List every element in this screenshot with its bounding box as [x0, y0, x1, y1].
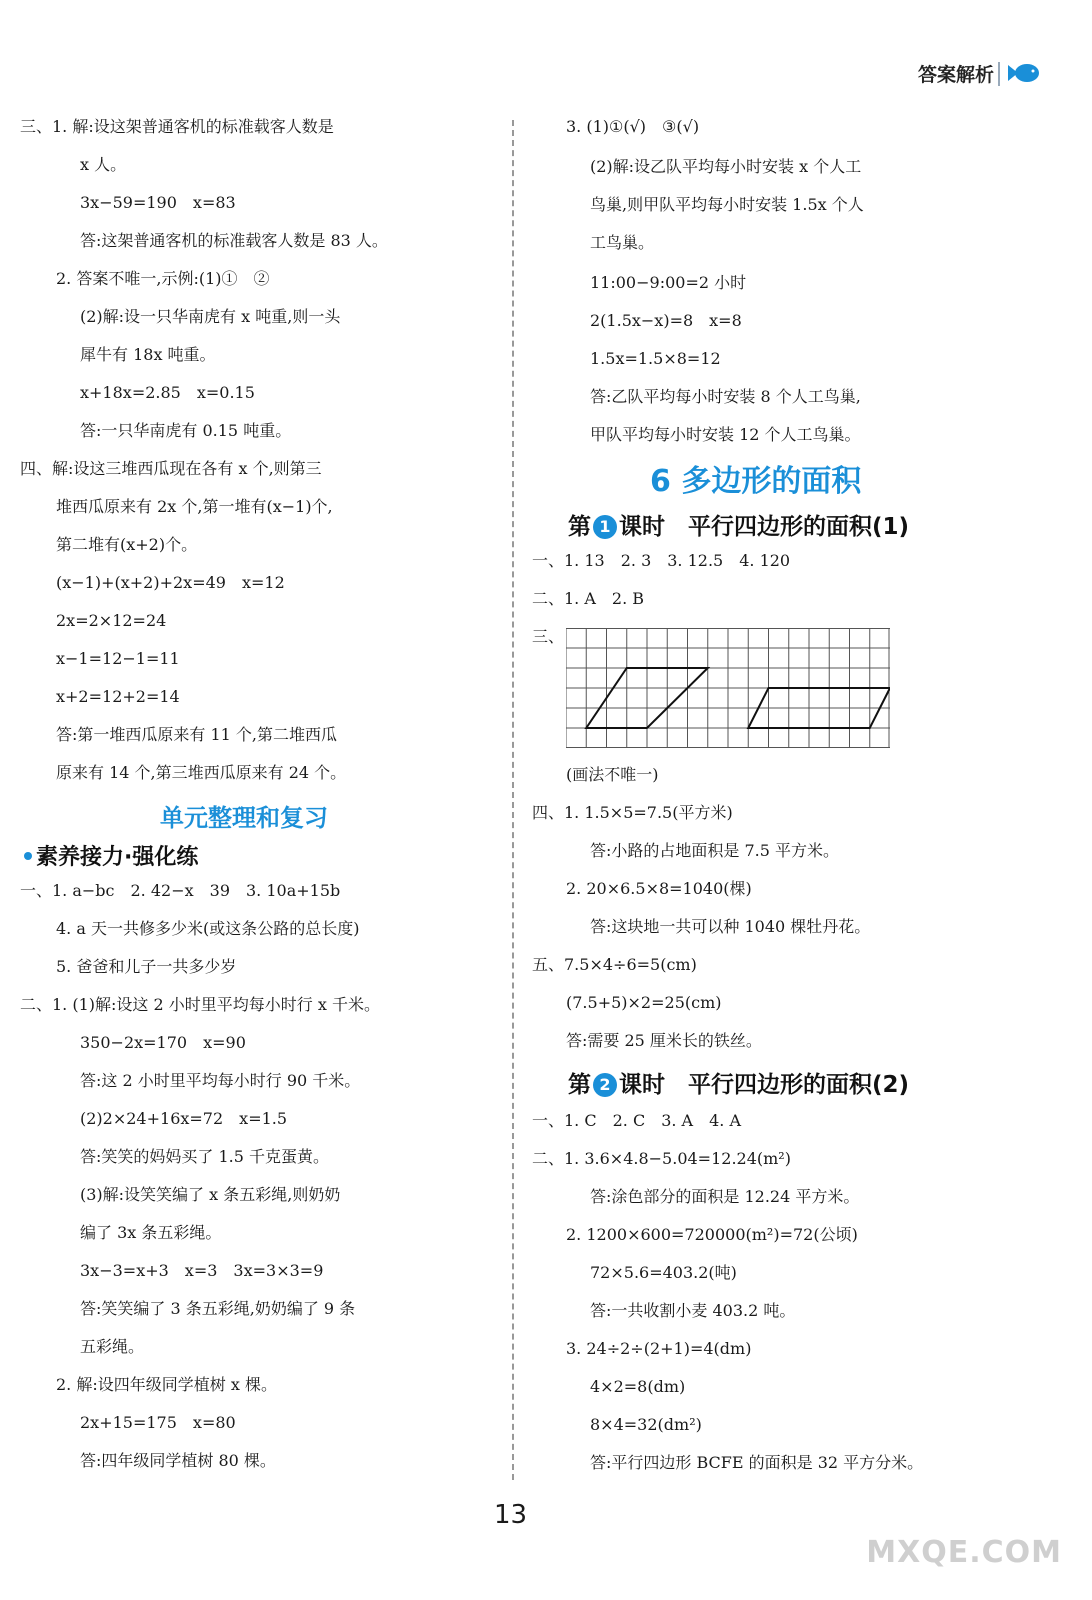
- answer-line: (2)解:设乙队平均每小时安装 x 个人工: [590, 157, 862, 176]
- answer-line: 五、7.5×4÷6=5(cm): [532, 955, 697, 974]
- practice-title: [24, 840, 198, 871]
- answer-line: 工鸟巢。: [590, 233, 655, 252]
- answer-line: 犀牛有 18x 吨重。: [80, 345, 216, 364]
- answer-line: x 人。: [80, 155, 127, 174]
- answer-line: 4×2=8(dm): [590, 1377, 686, 1396]
- answer-line: 答:这块地一共可以种 1040 棵牡丹花。: [590, 917, 871, 936]
- answer-line: 五彩绳。: [80, 1337, 145, 1356]
- answer-line: 2(1.5x−x)=8 x=8: [590, 311, 742, 330]
- answer-line: 答:需要 25 厘米长的铁丝。: [566, 1031, 762, 1050]
- answer-line: 原来有 14 个,第三堆西瓜原来有 24 个。: [56, 763, 347, 782]
- bullet-dot-icon: [24, 852, 32, 860]
- answer-line: (3)解:设笑笑编了 x 条五彩绳,则奶奶: [80, 1185, 341, 1204]
- lesson-number-badge: 1: [593, 515, 617, 539]
- answer-line: 编了 3x 条五彩绳。: [80, 1223, 222, 1242]
- practice-title-text: 素养接力·强化练: [36, 845, 199, 870]
- answer-line: 2. 1200×600=720000(m²)=72(公顷): [566, 1225, 858, 1244]
- answer-line: 三、: [532, 627, 565, 646]
- chapter-title: 6 多边形的面积: [650, 464, 862, 499]
- grid-note: (画法不唯一): [566, 765, 659, 784]
- answer-line: 堆西瓜原来有 2x 个,第一堆有(x−1)个,: [56, 497, 333, 516]
- answer-line: 3. 24÷2÷(2+1)=4(dm): [566, 1339, 752, 1358]
- answer-line: 一、1. 13 2. 3 3. 12.5 4. 120: [532, 551, 791, 570]
- answer-line: 答:四年级同学植树 80 棵。: [80, 1451, 276, 1470]
- answer-line: 三、1. 解:设这架普通客机的标准载客人数是: [20, 117, 334, 136]
- parallelogram-grid-figure: [566, 628, 890, 748]
- answer-line: 8×4=32(dm²): [590, 1415, 702, 1434]
- answer-line: 4. a 天一共修多少米(或这条公路的总长度): [56, 919, 360, 938]
- lesson-1-title: [568, 508, 909, 541]
- answer-line: 72×5.6=403.2(吨): [590, 1263, 737, 1282]
- answer-line: 3x−3=x+3 x=3 3x=3×3=9: [80, 1261, 324, 1280]
- answer-line: 答:小路的占地面积是 7.5 平方米。: [590, 841, 840, 860]
- answer-line: 一、1. a−bc 2. 42−x 39 3. 10a+15b: [20, 881, 341, 900]
- fish-logo-icon: [1006, 62, 1040, 84]
- answer-line: x+18x=2.85 x=0.15: [80, 383, 255, 402]
- answer-line: 鸟巢,则甲队平均每小时安装 1.5x 个人: [590, 195, 864, 214]
- answer-line: 1.5x=1.5×8=12: [590, 349, 721, 368]
- answer-line: 答:一只华南虎有 0.15 吨重。: [80, 421, 292, 440]
- answer-line: 3x−59=190 x=83: [80, 193, 236, 212]
- answer-line: (2)解:设一只华南虎有 x 吨重,则一头: [80, 307, 341, 326]
- lesson-prefix: 第: [568, 514, 591, 540]
- answer-line: 二、1. A 2. B: [532, 589, 645, 608]
- answer-line: 四、解:设这三堆西瓜现在各有 x 个,则第三: [20, 459, 322, 478]
- header-divider: [998, 62, 1000, 86]
- answer-line: 2. 解:设四年级同学植树 x 棵。: [56, 1375, 277, 1394]
- answer-line: 2x+15=175 x=80: [80, 1413, 236, 1432]
- lesson-2-title: [568, 1066, 909, 1099]
- answer-line: 2x=2×12=24: [56, 611, 167, 630]
- answer-line: 3. (1)①(√) ③(√): [566, 117, 700, 136]
- answer-line: 答:这架普通客机的标准载客人数是 83 人。: [80, 231, 388, 250]
- lesson-title-text: 课时 平行四边形的面积(2): [619, 1072, 910, 1098]
- answer-line: 答:一共收割小麦 403.2 吨。: [590, 1301, 796, 1320]
- answer-line: (2)2×24+16x=72 x=1.5: [80, 1109, 288, 1128]
- answer-line: 答:第一堆西瓜原来有 11 个,第二堆西瓜: [56, 725, 338, 744]
- answer-line: 答:笑笑的妈妈买了 1.5 千克蛋黄。: [80, 1147, 330, 1166]
- answer-line: 一、1. C 2. C 3. A 4. A: [532, 1111, 742, 1130]
- answer-line: 2. 20×6.5×8=1040(棵): [566, 879, 752, 898]
- answer-line: 350−2x=170 x=90: [80, 1033, 246, 1052]
- lesson-title-text: 课时 平行四边形的面积(1): [619, 514, 910, 540]
- answer-line: x−1=12−1=11: [56, 649, 180, 668]
- answer-line: 5. 爸爸和儿子一共多少岁: [56, 957, 237, 976]
- answer-line: 二、1. (1)解:设这 2 小时里平均每小时行 x 千米。: [20, 995, 380, 1014]
- unit-review-title: 单元整理和复习: [160, 804, 328, 832]
- answer-line: 第二堆有(x+2)个。: [56, 535, 198, 554]
- page-number: 13: [494, 1500, 528, 1530]
- answer-line: 答:笑笑编了 3 条五彩绳,奶奶编了 9 条: [80, 1299, 356, 1318]
- answer-line: (x−1)+(x+2)+2x=49 x=12: [56, 573, 285, 592]
- watermark: MXQE.COM: [866, 1535, 1062, 1570]
- answer-line: 11:00−9:00=2 小时: [590, 273, 747, 292]
- answer-line: 四、1. 1.5×5=7.5(平方米): [532, 803, 733, 822]
- answer-line: 答:涂色部分的面积是 12.24 平方米。: [590, 1187, 860, 1206]
- answer-line: (7.5+5)×2=25(cm): [566, 993, 722, 1012]
- answer-line: 二、1. 3.6×4.8−5.04=12.24(m²): [532, 1149, 791, 1168]
- page-header-title: 答案解析: [917, 64, 994, 86]
- answer-line: 甲队平均每小时安装 12 个人工鸟巢。: [590, 425, 861, 444]
- answer-line: 答:乙队平均每小时安装 8 个人工鸟巢,: [590, 387, 861, 406]
- lesson-prefix: 第: [568, 1072, 591, 1098]
- column-divider: [512, 120, 514, 1480]
- lesson-number-badge: 2: [593, 1073, 617, 1097]
- answer-line: 2. 答案不唯一,示例:(1)① ②: [56, 269, 270, 288]
- answer-line: 答:平行四边形 BCFE 的面积是 32 平方分米。: [590, 1453, 924, 1472]
- answer-line: x+2=12+2=14: [56, 687, 180, 706]
- answer-line: 答:这 2 小时里平均每小时行 90 千米。: [80, 1071, 361, 1090]
